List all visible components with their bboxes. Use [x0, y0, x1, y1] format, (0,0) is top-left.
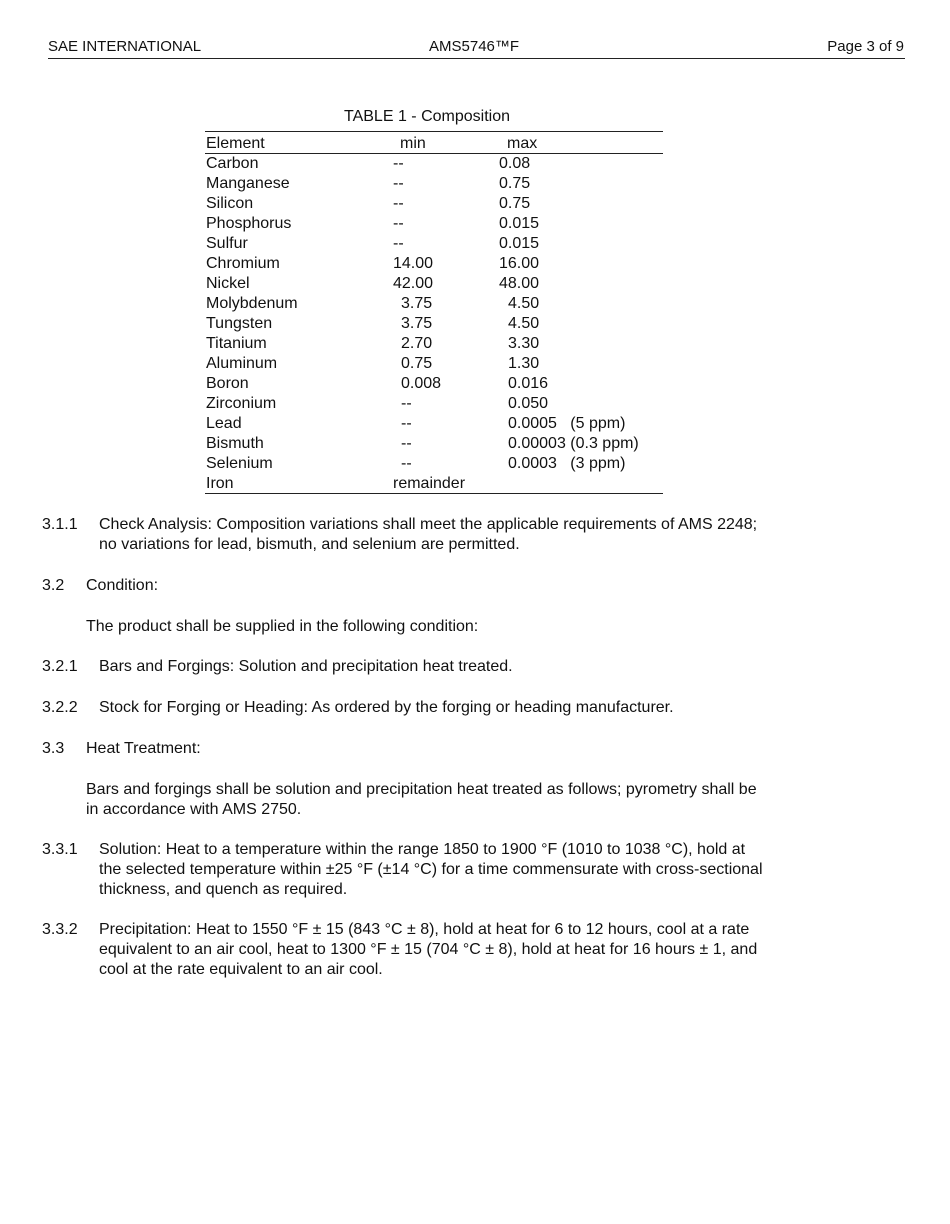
table-row — [205, 374, 663, 394]
cell-max: 0.015 — [499, 235, 540, 252]
table-row — [205, 194, 663, 214]
cell-min: -- — [393, 155, 404, 172]
cell-element: Zirconium — [206, 395, 277, 412]
section-3-3-1-text — [99, 840, 839, 900]
table-row — [205, 294, 663, 314]
page-header — [48, 38, 905, 59]
section-number-3-3-1: 3.3.1 — [42, 841, 78, 858]
section-number-3-2-1: 3.2.1 — [42, 658, 78, 675]
cell-element: Chromium — [206, 255, 280, 272]
table-row — [205, 474, 663, 494]
table-header-row — [205, 134, 663, 154]
section-number-3-3: 3.3 — [42, 740, 65, 757]
cell-min: -- — [393, 175, 404, 192]
text-line: Precipitation: Heat to 1550 °F ± 15 (843 °C ± 8), hold at heat for 6 to 12 hours, cool at a rate — [99, 921, 750, 938]
section-number-3-3-2: 3.3.2 — [42, 921, 78, 938]
table-top-rule — [205, 131, 663, 132]
section-3-3-body — [86, 780, 846, 820]
table-row — [205, 434, 663, 454]
cell-element: Silicon — [206, 195, 254, 212]
cell-element: Sulfur — [206, 235, 248, 252]
cell-element: Lead — [206, 415, 242, 432]
table-row — [205, 174, 663, 194]
cell-max: 0.016 — [508, 375, 549, 392]
cell-min: remainder — [393, 475, 466, 492]
cell-max: 0.75 — [499, 195, 531, 212]
table-title: TABLE 1 - Composition — [344, 108, 510, 125]
cell-min: 42.00 — [393, 275, 434, 292]
table-row — [205, 454, 663, 474]
cell-element: Manganese — [206, 175, 290, 192]
cell-min: -- — [393, 195, 404, 212]
cell-element: Boron — [206, 375, 249, 392]
table-row — [205, 274, 663, 294]
table-row — [205, 214, 663, 234]
cell-max: 0.75 — [499, 175, 531, 192]
cell-element: Molybdenum — [206, 295, 298, 312]
header-org: SAE INTERNATIONAL — [48, 38, 202, 55]
section-3-2-body: The product shall be supplied in the following condition: — [86, 618, 479, 635]
section-number-3-1-1: 3.1.1 — [42, 516, 78, 533]
column-header-element: Element — [206, 135, 265, 152]
cell-min: 3.75 — [401, 315, 433, 332]
cell-min: -- — [393, 235, 404, 252]
cell-min: 2.70 — [401, 335, 433, 352]
cell-min: -- — [401, 415, 412, 432]
column-header-max: max — [507, 135, 538, 152]
cell-max: 16.00 — [499, 255, 540, 272]
cell-element: Carbon — [206, 155, 259, 172]
header-doc-id: AMS5746™F — [429, 38, 520, 55]
cell-max: 0.0005 (5 ppm) — [508, 415, 626, 432]
cell-max: 0.00003 (0.3 ppm) — [508, 435, 639, 452]
cell-element: Nickel — [206, 275, 250, 292]
cell-element: Iron — [206, 475, 234, 492]
cell-max: 0.08 — [499, 155, 531, 172]
cell-max: 0.050 — [508, 395, 549, 412]
cell-min: 0.75 — [401, 355, 433, 372]
table-row — [205, 354, 663, 374]
section-number-3-2-2: 3.2.2 — [42, 699, 78, 716]
cell-max: 3.30 — [508, 335, 540, 352]
cell-min: 3.75 — [401, 295, 433, 312]
section-3-1-1-text — [99, 515, 839, 555]
text-line: no variations for lead, bismuth, and selenium are permitted. — [99, 536, 520, 553]
section-3-2-1-text: Bars and Forgings: Solution and precipitation heat treated. — [99, 658, 513, 675]
table-row — [205, 414, 663, 434]
table-row — [205, 314, 663, 334]
cell-min: 0.008 — [401, 375, 442, 392]
table-row — [205, 154, 663, 174]
section-3-3-title: Heat Treatment: — [86, 740, 201, 757]
cell-min: -- — [401, 455, 412, 472]
table-row — [205, 234, 663, 254]
cell-min: -- — [401, 395, 412, 412]
table-row — [205, 334, 663, 354]
text-line: Solution: Heat to a temperature within the range 1850 to 1900 °F (1010 to 1038 °C), hold at — [99, 841, 746, 858]
cell-min: -- — [401, 435, 412, 452]
cell-max: 1.30 — [508, 355, 540, 372]
table-bottom-rule — [205, 493, 663, 494]
column-header-min: min — [400, 135, 426, 152]
text-line: Bars and forgings shall be solution and precipitation heat treated as follows; pyrometry shall be — [86, 781, 757, 798]
header-page-number: Page 3 of 9 — [827, 38, 904, 55]
table-row — [205, 254, 663, 274]
table-row — [205, 394, 663, 414]
cell-max: 0.015 — [499, 215, 540, 232]
cell-element: Tungsten — [206, 315, 273, 332]
cell-element: Titanium — [206, 335, 267, 352]
composition-table — [205, 134, 663, 494]
text-line: cool at the rate equivalent to an air cool. — [99, 961, 383, 978]
cell-min: 14.00 — [393, 255, 434, 272]
cell-element: Bismuth — [206, 435, 264, 452]
cell-max: 4.50 — [508, 315, 540, 332]
text-line: in accordance with AMS 2750. — [86, 801, 302, 818]
cell-max: 4.50 — [508, 295, 540, 312]
cell-element: Phosphorus — [206, 215, 292, 232]
cell-element: Aluminum — [206, 355, 278, 372]
cell-element: Selenium — [206, 455, 273, 472]
cell-max: 48.00 — [499, 275, 540, 292]
text-line: equivalent to an air cool, heat to 1300 °F ± 15 (704 °C ± 8), hold at heat for 16 hours ± 1, and — [99, 941, 758, 958]
section-3-3-2-text — [99, 920, 839, 980]
section-3-2-2-text: Stock for Forging or Heading: As ordered by the forging or heading manufacturer. — [99, 699, 674, 716]
section-3-2-title: Condition: — [86, 577, 159, 594]
cell-max: 0.0003 (3 ppm) — [508, 455, 626, 472]
text-line: thickness, and quench as required. — [99, 881, 348, 898]
text-line: Check Analysis: Composition variations shall meet the applicable requirements of AMS 2248; — [99, 516, 758, 533]
cell-min: -- — [393, 215, 404, 232]
text-line: the selected temperature within ±25 °F (±14 °C) for a time commensurate with cross-sectional — [99, 861, 763, 878]
section-number-3-2: 3.2 — [42, 577, 65, 594]
